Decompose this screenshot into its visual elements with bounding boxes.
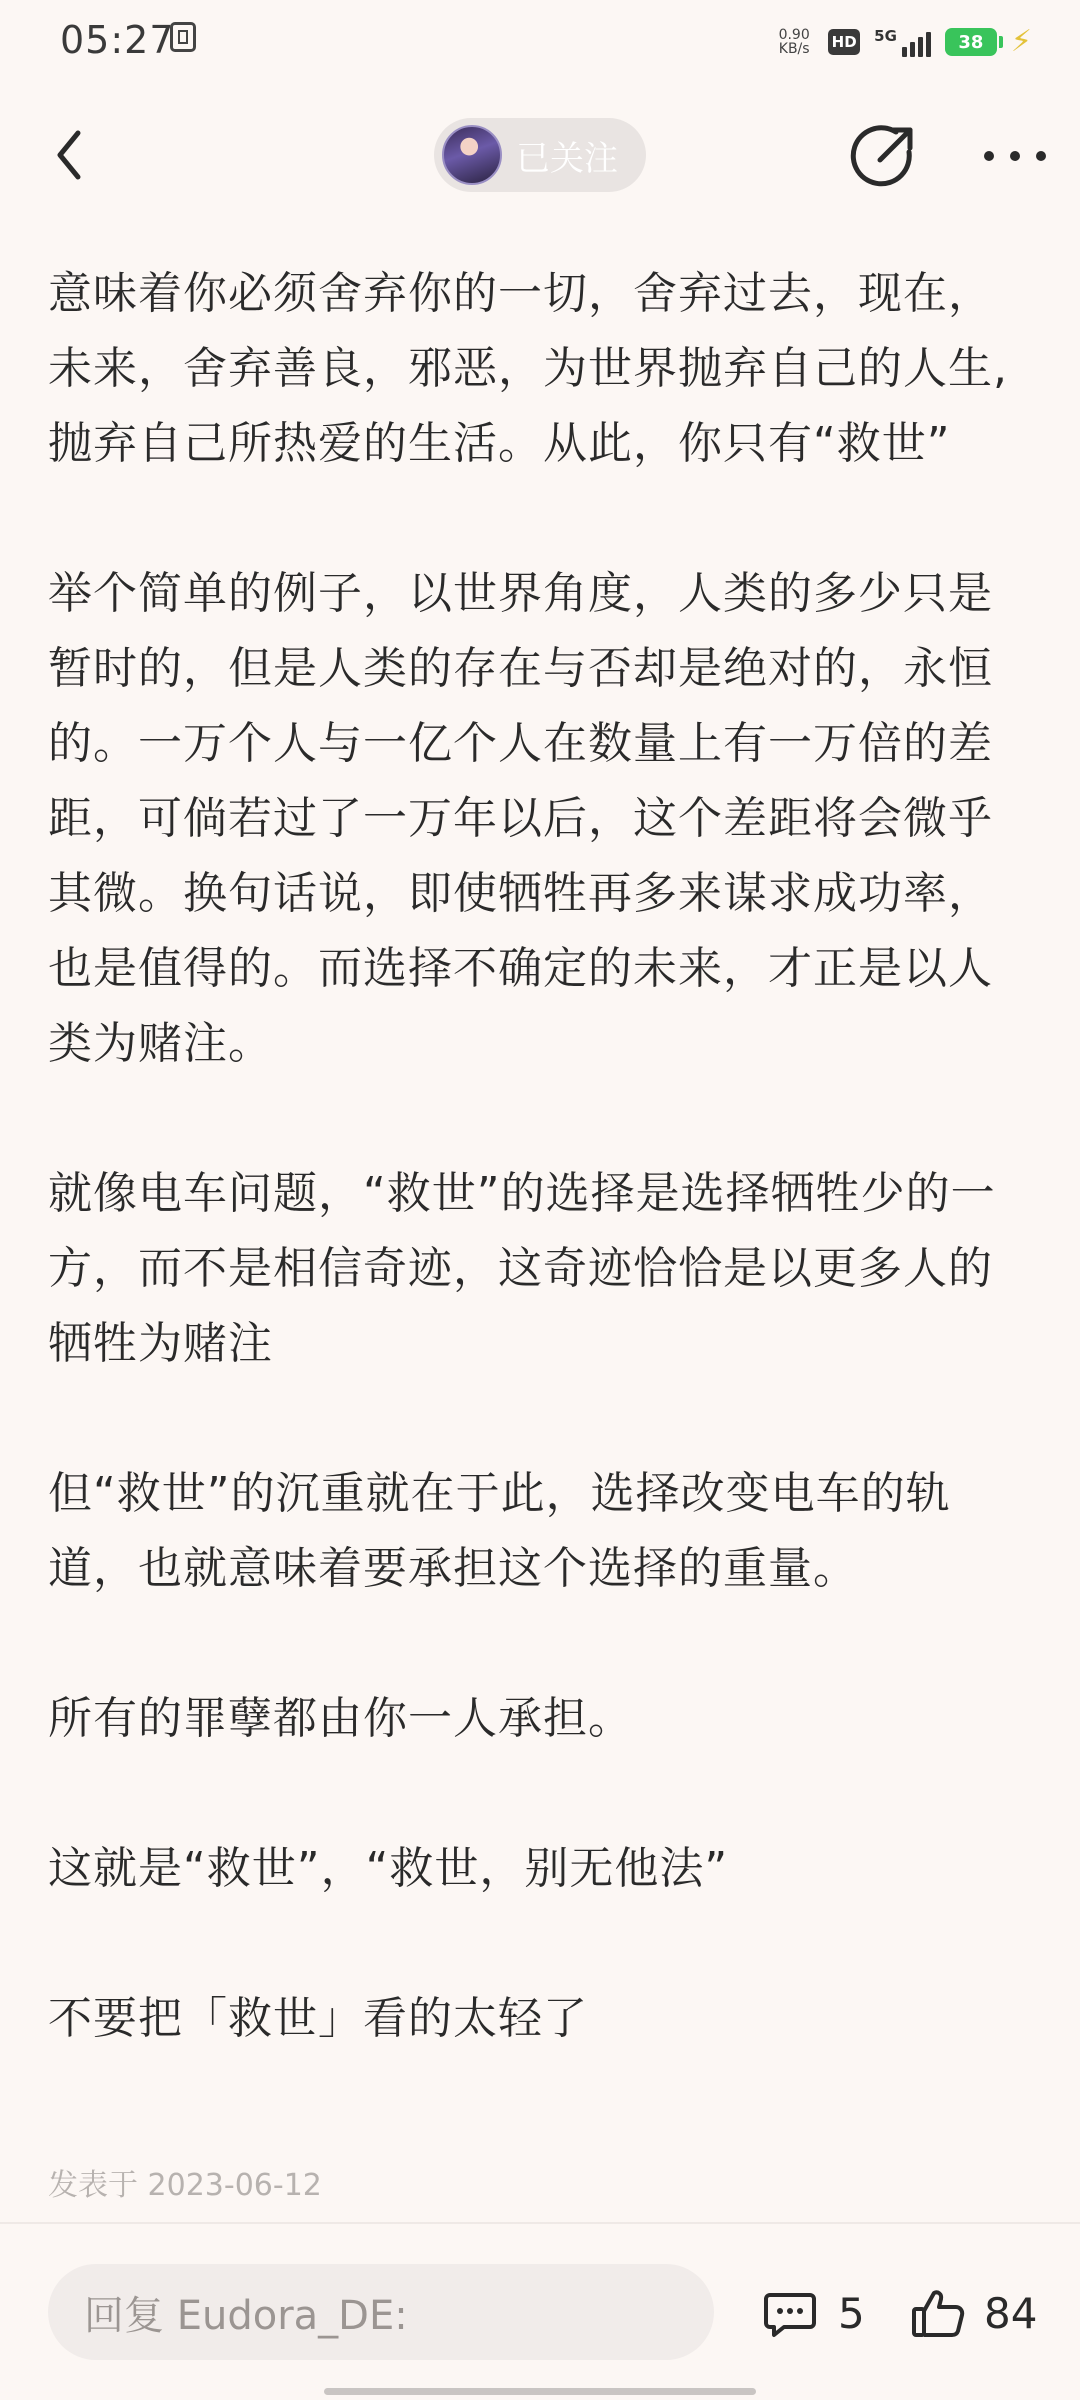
status-indicators — [774, 22, 1032, 62]
signal-icon — [874, 27, 931, 57]
back-arrow-icon — [54, 129, 84, 181]
status-time: 05:27 — [60, 18, 175, 62]
share-icon — [848, 122, 918, 192]
reply-input[interactable] — [48, 2264, 714, 2360]
comment-count: 5 — [838, 2288, 865, 2338]
network-speed-unit: KB/s — [778, 41, 810, 57]
article-paragraph: 所有的罪孽都由你一人承担。 — [48, 1693, 633, 1744]
hd-icon: HD — [828, 29, 860, 55]
follow-button[interactable] — [434, 118, 646, 192]
more-icon-dot — [984, 151, 994, 161]
article-paragraph: 但“救世”的沉重就在于此，选择改变电车的轨道，也就意味着要承担这个选择的重量。 — [48, 1468, 951, 1594]
post-date: 发表于 2023-06-12 — [48, 2168, 322, 2203]
avatar[interactable] — [442, 125, 502, 185]
comment-button[interactable] — [762, 2278, 865, 2348]
article-paragraph: 意味着你必须舍弃你的一切，舍弃过去，现在，未来，舍弃善良，邪恶，为世界抛弃自己的人生,抛弃自己所热爱的生活。从此，你只有“救世” — [48, 268, 1008, 469]
bottom-divider — [0, 2222, 1080, 2224]
thumbs-up-icon — [910, 2285, 966, 2341]
article-paragraph: 这就是“救世”，“救世，别无他法” — [48, 1843, 729, 1894]
article-body — [48, 256, 1032, 2131]
more-icon-dot — [1010, 151, 1020, 161]
more-button[interactable] — [984, 126, 1046, 186]
back-button[interactable] — [44, 120, 94, 190]
battery-icon: 38 — [945, 28, 997, 56]
more-icon-dot — [1036, 151, 1046, 161]
network-speed — [774, 28, 814, 56]
article-paragraph: 就像电车问题，“救世”的选择是选择牺牲少的一方，而不是相信奇迹，这奇迹恰恰是以更多人的牺牲为赌注 — [48, 1168, 996, 1369]
network-speed-value: 0.90 — [778, 27, 810, 43]
article-paragraph: 举个简单的例子，以世界角度，人类的多少只是暂时的，但是人类的存在与否却是绝对的，永恒的。一万个人与一亿个人在数量上有一万倍的差距，可倘若过了一万年以后，这个差距将会微乎其微。换句话说，即使牺牲再多来谋求成功率，也是值得的。而选择不确定的未来，才正是以人类为赌注。 — [48, 568, 993, 1069]
sim-card-icon — [170, 22, 196, 52]
network-type-label: 5G — [874, 27, 897, 45]
like-count: 84 — [984, 2288, 1038, 2338]
charging-icon: ⚡ — [1010, 24, 1032, 59]
comment-icon — [762, 2285, 818, 2341]
home-indicator[interactable] — [324, 2388, 756, 2395]
like-button[interactable] — [910, 2278, 1037, 2348]
follow-label: 已关注 — [516, 138, 618, 179]
reply-placeholder: 回复 Eudora_DE: — [84, 2292, 408, 2339]
share-button[interactable] — [848, 122, 918, 192]
status-bar — [0, 0, 1080, 80]
article-paragraph: 不要把「救世」看的太轻了 — [48, 1993, 588, 2044]
